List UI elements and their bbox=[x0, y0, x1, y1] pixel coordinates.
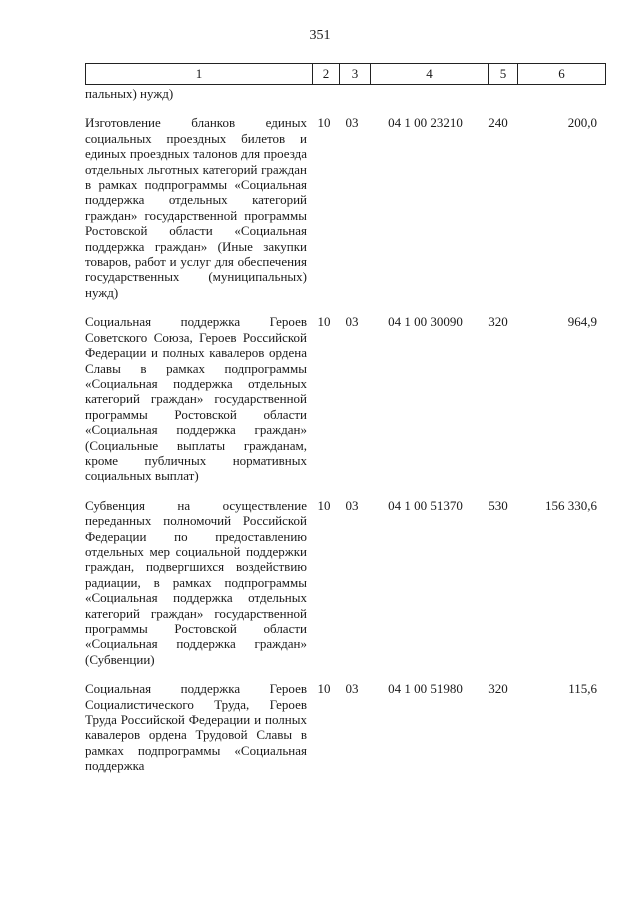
row-expense-type: 240 bbox=[488, 115, 508, 131]
row-description: Социальная поддержка Героев Социалистического Труда, Героев Труда Российской Федерации и полных кавалеров ордена Трудовой Славы в рамках подпрограммы «Социальная поддержка bbox=[85, 681, 307, 774]
row-description: Социальная поддержка Героев Советского Союза, Героев Российской Федерации и полных кавалеров ордена Славы в рамках подпрограммы «Социальная поддержка отдельных категорий граждан» государственной программы Ростовской области «Социальная поддержка граждан» (Социальные выплаты гражданам, кроме публичных нормативных социальных выплат) bbox=[85, 314, 307, 484]
column-header-1: 1 bbox=[86, 64, 313, 85]
row-description: Субвенция на осуществление переданных полномочий Российской Федерации по предоставлению отдельных мер социальной поддержки граждан, подвергшихся воздействию радиации, в рамках подпрограммы «Социальная поддержка отдельных категорий граждан» государственной программы Ростовской области «Социальная поддержка граждан» (Субвенции) bbox=[85, 497, 307, 667]
row-expense-type: 530 bbox=[488, 497, 508, 513]
row-section: 10 bbox=[317, 681, 331, 697]
row-target: 04 1 00 51980 bbox=[388, 681, 463, 697]
row-expense-type: 320 bbox=[488, 314, 508, 330]
column-header-4: 4 bbox=[371, 64, 489, 85]
row-target: 04 1 00 30090 bbox=[388, 314, 463, 330]
row-section: 10 bbox=[317, 314, 331, 330]
column-header-2: 2 bbox=[313, 64, 340, 85]
budget-table bbox=[85, 86, 599, 774]
table-row bbox=[85, 681, 599, 773]
column-header-6: 6 bbox=[518, 64, 606, 85]
row-section: 10 bbox=[317, 115, 331, 131]
row-description: Изготовление бланков единых социальных проездных билетов и единых проездных талонов для проезда отдельных льготных категорий граждан в рамках подпрограммы «Социальная поддержка отдельных категорий граждан» государственной программы Ростовской области «Социальная поддержка граждан» (Иные закупки товаров, работ и услуг для обеспечения государственных (муниципальных) нужд) bbox=[85, 115, 307, 300]
table-row bbox=[85, 314, 599, 483]
row-expense-type: 320 bbox=[488, 681, 508, 697]
row-subsection: 03 bbox=[345, 497, 359, 513]
row-amount: 115,6 bbox=[568, 681, 597, 697]
row-subsection: 03 bbox=[345, 115, 359, 131]
row-amount: 964,9 bbox=[567, 314, 597, 330]
column-header-row bbox=[86, 64, 606, 85]
row-amount: 200,0 bbox=[567, 115, 597, 131]
column-header-3: 3 bbox=[340, 64, 371, 85]
row-target: 04 1 00 23210 bbox=[388, 115, 463, 131]
row-section: 10 bbox=[317, 497, 331, 513]
continuation-row bbox=[85, 86, 599, 101]
column-header-table bbox=[85, 63, 606, 85]
column-header-5: 5 bbox=[489, 64, 518, 85]
table-row bbox=[85, 498, 599, 667]
page-number: 351 bbox=[309, 28, 331, 43]
row-amount: 156 330,6 bbox=[545, 497, 597, 513]
continuation-text: пальных) нужд) bbox=[85, 86, 174, 101]
row-target: 04 1 00 51370 bbox=[388, 497, 463, 513]
row-subsection: 03 bbox=[345, 314, 359, 330]
table-row bbox=[85, 115, 599, 300]
row-subsection: 03 bbox=[345, 681, 359, 697]
